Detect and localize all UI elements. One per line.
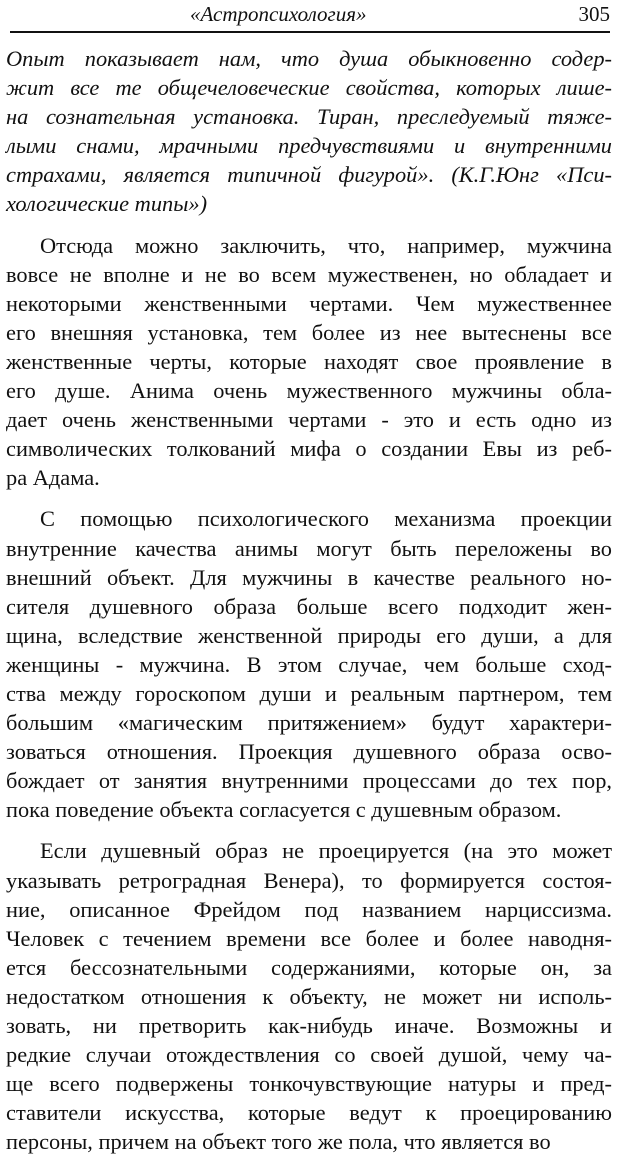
text-line: пока поведение объекта согласуется с душевным образом. xyxy=(6,797,562,823)
text-line: зовать, ни претворить как-нибудь иначе. Возможны и xyxy=(6,1013,612,1038)
paragraph xyxy=(6,231,612,493)
text-line: Если душевный образ не проецируется (на это может xyxy=(40,838,612,864)
text-line: Человек с течением времени все более и более наводня- xyxy=(6,925,612,951)
text-line: ра Адама. xyxy=(6,465,100,491)
page-header xyxy=(10,0,610,34)
page-body xyxy=(6,44,612,1156)
text-line: редкие случаи отождествления со своей душой, чему ча- xyxy=(6,1042,612,1068)
text-line: ние, описанное Фрейдом под названием нарциссизма. xyxy=(6,896,612,922)
text-line: сителя душевного образа больше всего подходит жен- xyxy=(6,593,612,619)
text-line: его внешняя установка, тем более из нее вытеснены все xyxy=(6,319,612,345)
epigraph-quote xyxy=(6,44,612,219)
paragraph xyxy=(6,836,612,1156)
main-text xyxy=(6,231,612,1156)
text-line: большим «магическим притяжением» будут характери- xyxy=(6,710,612,736)
text-line: хологические типы») xyxy=(6,191,208,217)
text-line: на сознательная установка. Тиран, преследуемый тяже- xyxy=(6,104,612,130)
text-line: персоны, причем на объект того же пола, что является во xyxy=(6,1129,551,1155)
text-line: дает очень женственными чертами - это и есть одно из xyxy=(6,407,612,433)
paragraph xyxy=(6,504,612,824)
text-line: вовсе не вполне и не во всем мужественен, но обладает и xyxy=(6,261,612,287)
text-line: недостатком отношения к объекту, не может ни исполь- xyxy=(6,983,612,1009)
text-line: указывать ретроградная Венера), то формируется состоя- xyxy=(6,867,612,893)
running-title: «Астропсихология» xyxy=(190,2,367,26)
text-line: Опыт показывает нам, что душа обыкновенно содер- xyxy=(6,46,612,71)
page-number: 305 xyxy=(578,2,610,26)
text-line: ства между гороскопом души и реальным партнером, тем xyxy=(6,680,612,706)
text-line: женщины - мужчина. В этом случае, чем больше сход- xyxy=(6,651,612,677)
text-line: лыми снами, мрачными предчувствиями и внутренними xyxy=(6,133,612,159)
text-line: некоторыми женственными чертами. Чем мужественнее xyxy=(6,290,612,316)
text-line: ется бессознательными содержаниями, которые он, за xyxy=(6,954,612,980)
text-line: внутренние качества анимы могут быть переложены во xyxy=(6,535,612,561)
text-line: символических толкований мифа о создании Евы из реб- xyxy=(6,436,612,462)
text-line: внешний объект. Для мужчины в качестве реального но- xyxy=(6,564,612,590)
text-line: женственные черты, которые находят свое проявление в xyxy=(6,348,612,374)
text-line: зоваться отношения. Проекция душевного образа осво- xyxy=(6,739,612,765)
text-line: ще всего подвержены тонкочувствующие натуры и пред- xyxy=(6,1071,612,1097)
header-rule xyxy=(10,31,610,33)
text-line: его душе. Анима очень мужественного мужчины обла- xyxy=(6,378,612,404)
text-line: ставители искусства, которые ведут к проецированию xyxy=(6,1100,612,1126)
text-line: жит все те общечеловеческие свойства, которых лише- xyxy=(6,75,612,101)
text-line: щина, вследствие женственной природы его души, а для xyxy=(6,622,612,648)
text-line: С помощью психологического механизма проекции xyxy=(40,506,612,532)
text-line: страхами, является типичной фигурой». (К.Г.Юнг «Пси- xyxy=(6,162,612,188)
text-line: Отсюда можно заключить, что, например, мужчина xyxy=(40,232,612,258)
text-line: бождает от занятия внутренними процессами до тех пор, xyxy=(6,768,612,794)
